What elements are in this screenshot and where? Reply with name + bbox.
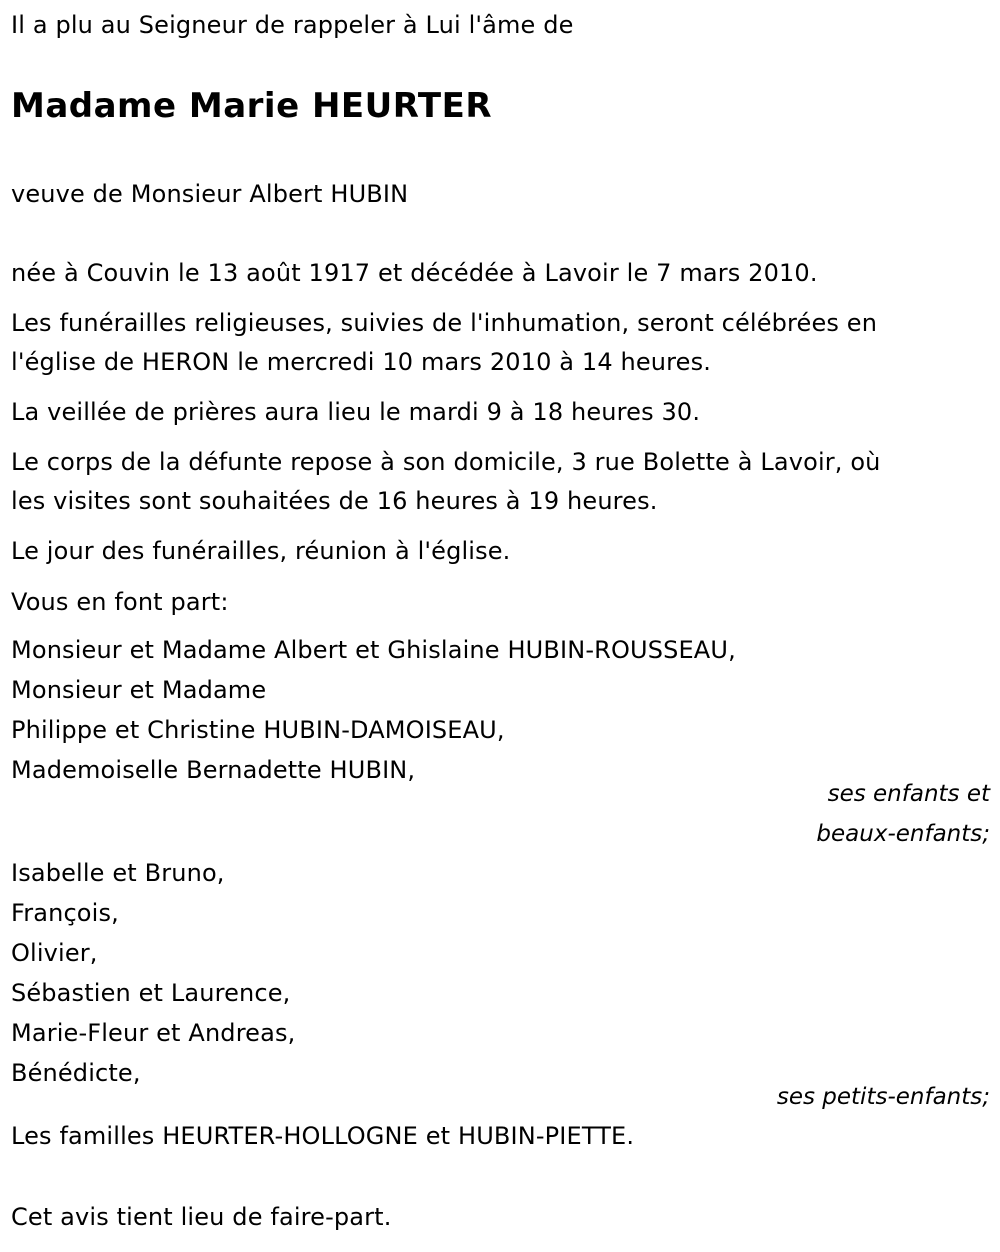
list-item: Monsieur et Madame Albert et Ghislaine HUBIN-ROUSSEAU, <box>11 636 736 664</box>
list-item: Isabelle et Bruno, <box>11 859 225 887</box>
children-role-line-1: ses enfants et <box>827 781 990 807</box>
list-item: Olivier, <box>11 939 98 967</box>
body-rests-line-2: les visites sont souhaitées de 16 heures à 19 heures. <box>11 487 658 515</box>
list-item: Mademoiselle Bernadette HUBIN, <box>11 756 416 784</box>
children-role-line-2: beaux-enfants; <box>816 821 990 847</box>
list-item: Bénédicte, <box>11 1059 141 1087</box>
list-item: François, <box>11 899 119 927</box>
list-item: Monsieur et Madame <box>11 676 267 704</box>
list-item: Philippe et Christine HUBIN-DAMOISEAU, <box>11 716 505 744</box>
funeral-line-1: Les funérailles religieuses, suivies de l'inhumation, seront célébrées en <box>11 309 878 337</box>
grandchildren-role: ses petits-enfants; <box>776 1084 990 1110</box>
widow-line: veuve de Monsieur Albert HUBIN <box>11 180 409 208</box>
deceased-name: Madame Marie HEURTER <box>11 86 493 126</box>
gathering-line: Le jour des funérailles, réunion à l'église. <box>11 537 511 565</box>
body-rests-line-1: Le corps de la défunte repose à son domicile, 3 rue Bolette à Lavoir, où <box>11 448 881 476</box>
closing-line: Cet avis tient lieu de faire-part. <box>11 1203 392 1231</box>
funeral-line-2: l'église de HERON le mercredi 10 mars 2010 à 14 heures. <box>11 348 712 376</box>
intro-line: Il a plu au Seigneur de rappeler à Lui l'âme de <box>11 11 574 39</box>
vigil-line: La veillée de prières aura lieu le mardi 9 à 18 heures 30. <box>11 398 701 426</box>
families-line: Les familles HEURTER-HOLLOGNE et HUBIN-PIETTE. <box>11 1122 635 1150</box>
list-item: Sébastien et Laurence, <box>11 979 291 1007</box>
list-item: Marie-Fleur et Andreas, <box>11 1019 296 1047</box>
birth-death-line: née à Couvin le 13 août 1917 et décédée à Lavoir le 7 mars 2010. <box>11 259 818 287</box>
announce-line: Vous en font part: <box>11 588 229 616</box>
